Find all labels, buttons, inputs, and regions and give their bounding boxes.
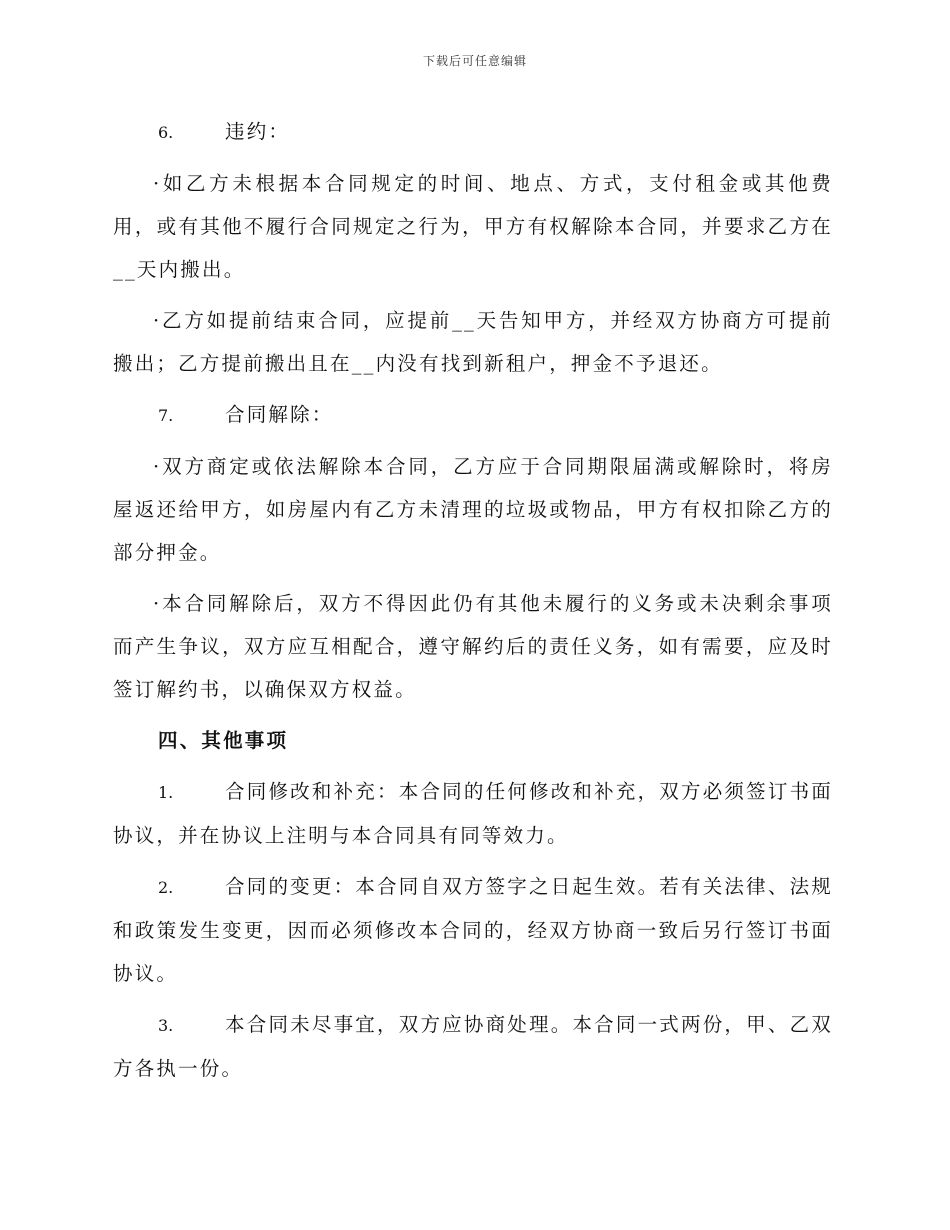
- item-text: 合同修改和补充：本合同的任何修改和补充，双方必须签订书面协议，并在协议上注明与本合同具有同等效力。: [113, 780, 833, 847]
- clause-number: 7.: [158, 406, 174, 425]
- breach-paragraph-1: ·如乙方未根据本合同规定的时间、地点、方式，支付租金或其他费用，或有其他不履行合同规定之行为，甲方有权解除本合同，并要求乙方在__天内搬出。: [113, 172, 833, 281]
- other-matter-2: [113, 865, 833, 995]
- termination-paragraph-1: ·双方商定或依法解除本合同，乙方应于合同期限届满或解除时，将房屋返还给甲方，如房屋内有乙方未清理的垃圾或物品，甲方有权扣除乙方的部分押金。: [113, 455, 833, 564]
- item-text: 合同的变更：本合同自双方签字之日起生效。若有关法律、法规和政策发生变更，因而必须修改本合同的，经双方协商一致后另行签订书面协议。: [113, 875, 833, 985]
- section-4-title: 四、其他事项: [158, 729, 289, 752]
- clause-title: 违约：: [225, 120, 291, 143]
- clause-number: 6.: [158, 123, 174, 142]
- item-text: 本合同未尽事宜，双方应协商处理。本合同一式两份，甲、乙双方各执一份。: [113, 1013, 833, 1080]
- item-number: 3.: [158, 1016, 174, 1035]
- document-body: [113, 110, 833, 1098]
- clause-7-heading: [113, 393, 833, 437]
- breach-paragraph-2: ·乙方如提前结束合同，应提前__天告知甲方，并经双方协商方可提前搬出；乙方提前搬出且在__内没有找到新租户，押金不予退还。: [113, 309, 833, 375]
- other-matter-1: [113, 770, 833, 857]
- termination-paragraph-2: ·本合同解除后，双方不得因此仍有其他未履行的义务或未决剩余事项而产生争议，双方应互相配合，遵守解约后的责任义务，如有需要，应及时签订解约书，以确保双方权益。: [113, 592, 833, 701]
- clause-title: 合同解除：: [225, 403, 334, 426]
- clause-6-heading: [113, 110, 833, 154]
- other-matter-3: [113, 1003, 833, 1090]
- page-header: 下载后可任意编辑: [422, 54, 527, 68]
- item-number: 1.: [158, 783, 174, 802]
- item-number: 2.: [158, 878, 174, 897]
